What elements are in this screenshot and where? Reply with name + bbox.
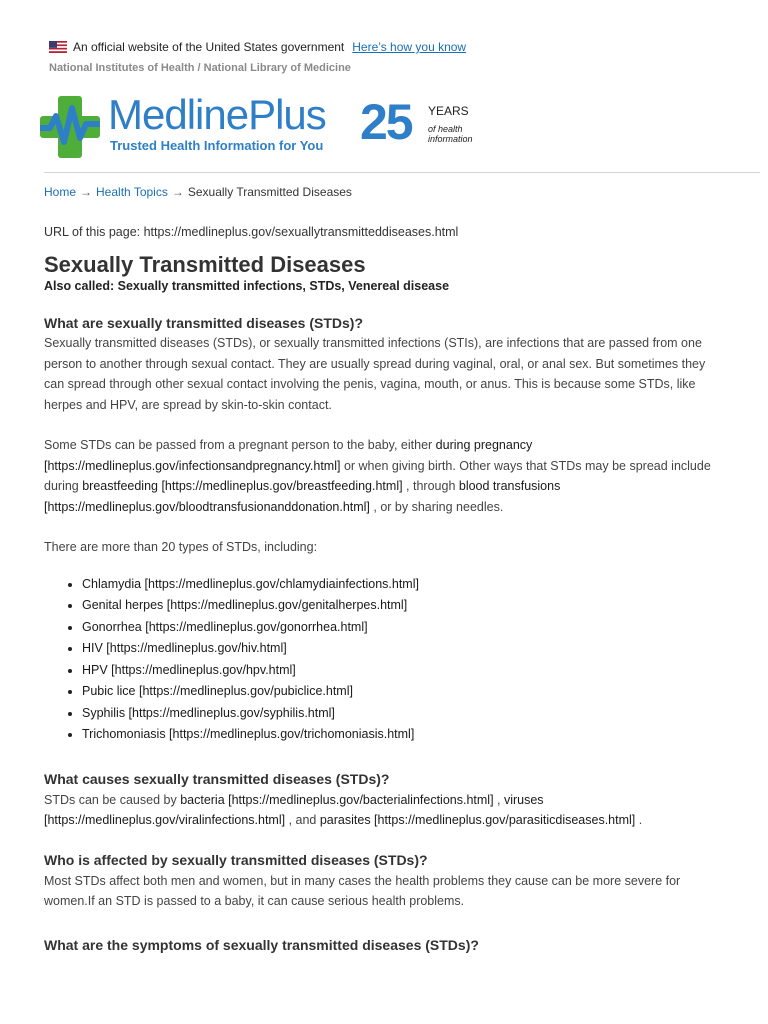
anniversary-subtext: of health information [428, 124, 473, 144]
anniversary-number: 25 [360, 94, 412, 150]
header-divider [44, 172, 760, 173]
heading-what-are: What are sexually transmitted diseases (STDs)? [44, 315, 363, 331]
gov-banner-text: An official website of the United States government [73, 40, 345, 54]
link-breastfeeding[interactable]: breastfeeding [https://medlineplus.gov/breastfeeding.html] [82, 479, 403, 493]
link-hpv[interactable]: HPV [https://medlineplus.gov/hpv.html] [82, 662, 296, 677]
link-bacteria[interactable]: bacteria [https://medlineplus.gov/bacterialinfections.html] [180, 792, 494, 807]
link-viruses[interactable]: viruses [https://medlineplus.gov/viralinfections.html] [44, 792, 544, 827]
text-span: , [493, 792, 504, 807]
gov-banner [49, 38, 466, 56]
agency-line: National Institutes of Health / National Library of Medicine [49, 62, 351, 74]
heading-affected: Who is affected by sexually transmitted diseases (STDs)? [44, 851, 428, 868]
breadcrumb-arrow-icon: → [171, 185, 184, 199]
text-span: , and [285, 813, 320, 827]
main-content [44, 252, 724, 954]
link-gonorrhea[interactable]: Gonorrhea [https://medlineplus.gov/gonorrhea.html] [82, 619, 368, 634]
link-genital-herpes[interactable]: Genital herpes [https://medlineplus.gov/genitalherpes.html] [82, 598, 408, 612]
brand-tagline: Trusted Health Information for You [110, 138, 324, 153]
breadcrumb-health-topics[interactable]: Health Topics [96, 185, 168, 199]
text-span: or when giving birth. Other ways that STDs may be spread include during [44, 458, 711, 493]
text-span: Some STDs can be passed from a pregnant person to the baby, either [44, 438, 436, 452]
link-syphilis[interactable]: Syphilis [https://medlineplus.gov/syphilis.html] [82, 705, 335, 720]
paragraph-definition: Sexually transmitted diseases (STDs), or sexually transmitted infections (STIs), are infections that are passed from one person to another through sexual contact. They are usually spread during vaginal, oral, or anal sex. But sometimes they can spread through other sexual contact involving the penis, vagina, mouth, or anus. This is because some STDs, like herpes and HPV, are spread by skin-to-skin contact. [44, 336, 706, 412]
list-item [82, 681, 724, 703]
text-span: . [635, 813, 643, 827]
how-you-know-link[interactable]: Here’s how you know [352, 40, 467, 54]
paragraph-transmission [44, 435, 724, 517]
also-called: Also called: Sexually transmitted infections, STDs, Venereal disease [44, 279, 450, 293]
brand-name: MedlinePlus [108, 91, 326, 138]
link-pubic-lice[interactable]: Pubic lice [https://medlineplus.gov/pubiclice.html] [82, 684, 353, 698]
anniversary-years: YEARS [428, 104, 469, 118]
page-url: URL of this page: https://medlineplus.gov/sexuallytransmitteddiseases.html [44, 225, 459, 239]
breadcrumb-current: Sexually Transmitted Diseases [187, 185, 352, 199]
paragraph-affected: Most STDs affect both men and women, but in many cases the health problems they cause can be more severe for women.If an STD is passed to a baby, it can cause serious health problems. [44, 873, 681, 908]
link-chlamydia[interactable]: Chlamydia [https://medlineplus.gov/chlamydiainfections.html] [82, 576, 419, 591]
list-item [82, 638, 724, 660]
text-span: STDs can be caused by [44, 792, 181, 807]
list-item [82, 617, 724, 639]
list-item [82, 703, 724, 725]
us-flag-icon [49, 41, 67, 53]
link-trichomoniasis[interactable]: Trichomoniasis [https://medlineplus.gov/trichomoniasis.html] [82, 727, 415, 741]
text-span: , or by sharing needles. [369, 499, 504, 514]
paragraph-causes [44, 790, 724, 831]
heading-causes: What causes sexually transmitted diseases (STDs)? [44, 770, 390, 787]
link-pregnancy[interactable]: during pregnancy [https://medlineplus.gov/infectionsandpregnancy.html] [44, 438, 533, 473]
page-title: Sexually Transmitted Diseases [44, 252, 366, 277]
text-span: , through [402, 479, 459, 493]
heading-symptoms: What are the symptoms of sexually transmitted diseases (STDs)? [44, 936, 479, 953]
link-hiv[interactable]: HIV [https://medlineplus.gov/hiv.html] [82, 641, 287, 655]
list-item [82, 595, 724, 617]
list-item [82, 574, 724, 596]
link-parasites[interactable]: parasites [https://medlineplus.gov/parasiticdiseases.html] [319, 813, 636, 827]
std-types-list [44, 574, 724, 746]
medlineplus-logo-icon [38, 94, 102, 160]
site-logo[interactable] [38, 92, 478, 162]
breadcrumb-arrow-icon: → [80, 185, 93, 199]
paragraph-types-intro: There are more than 20 types of STDs, including: [44, 540, 318, 554]
link-blood-transfusions[interactable]: blood transfusions [https://medlineplus.gov/bloodtransfusionanddonation.html] [44, 479, 561, 514]
breadcrumb [44, 185, 352, 199]
list-item [82, 660, 724, 682]
list-item [82, 724, 724, 746]
breadcrumb-home[interactable]: Home [44, 185, 77, 199]
